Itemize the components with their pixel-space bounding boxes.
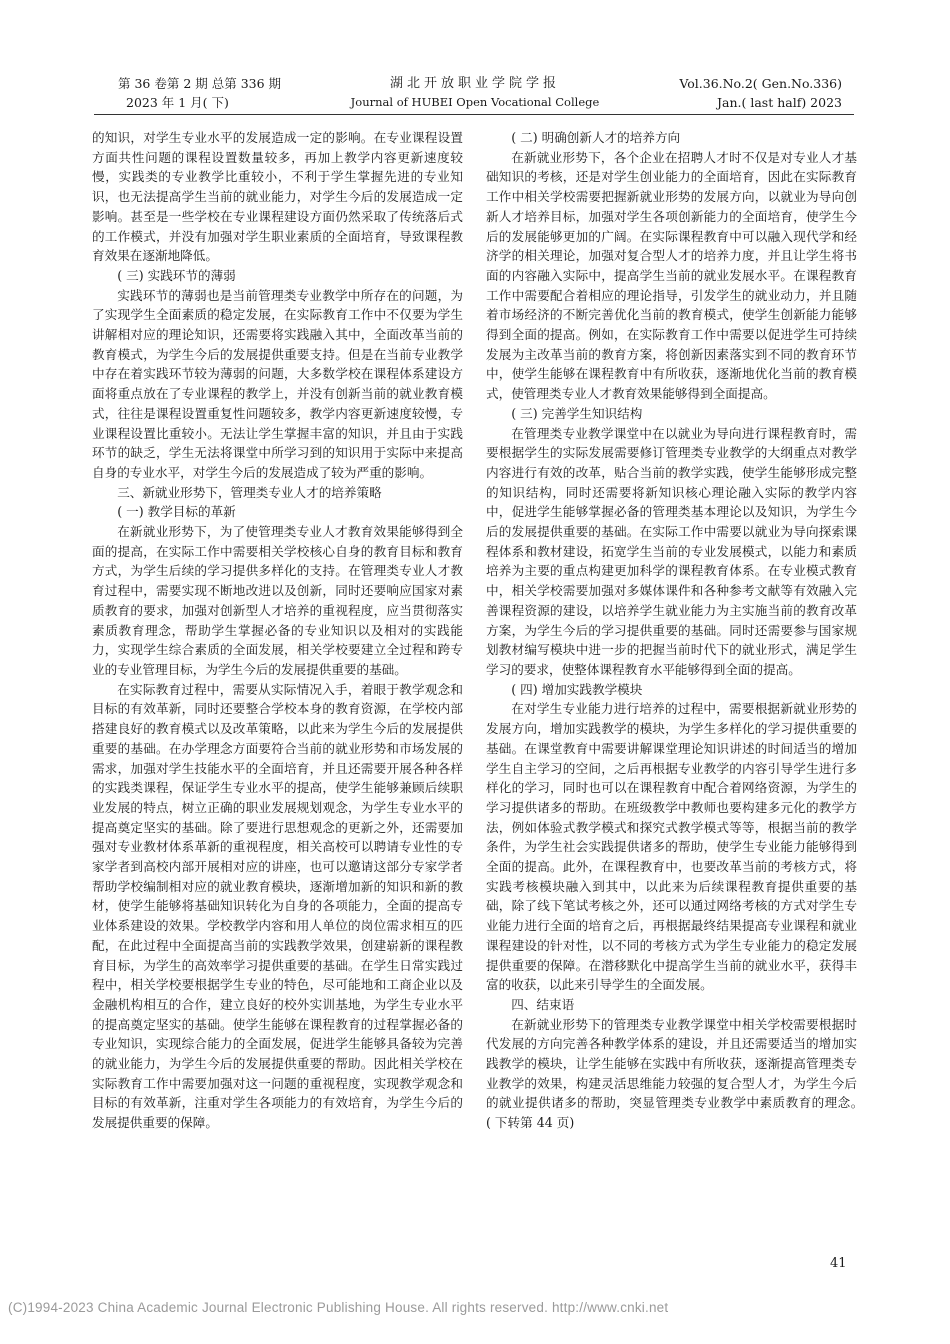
body-paragraph: 实践环节的薄弱也是当前管理类专业教学中所存在的问题，为了实现学生全面素质的稳定发展，在实际教育工作中不仅要为学生讲解相对应的理论知识，还需要将实践融入其中，全面改革当前的教育模式，为学生今后的发展提供重要支持。但是在当前专业教学中存在着实践环节较为薄弱的问题，大多数学校在课程体系建设方面将重点放在了专业课程的教学上，并没有创新当前的就业教育模式，往往是课程设置重复性问题较多，教学内容更新速度较慢，专业课程设置比重较小。无法让学生掌握丰富的知识，并且由于实践环节的缺乏，学生无法将课堂中所学习到的知识用于实际中来提高自身的专业水平，对学生今后的发展造成了较为严重的影响。 xyxy=(92,287,463,480)
left-column xyxy=(92,128,463,1133)
section-heading: ( 三) 完善学生知识结构 xyxy=(511,405,643,421)
copyright-footer: (C)1994-2023 China Academic Journal Electronic Publishing House. All rights reserved. http://www.cnki.net xyxy=(8,1300,669,1315)
header-divider xyxy=(94,114,854,115)
body-paragraph: 在新就业形势下，为了使管理类专业人才教育效果能够得到全面的提高，在实际工作中需要相关学校核心自身的教育目标和教育方式，为学生后续的学习提供多样化的支持。在管理类专业人才教育过程中，需要实现不断地改进以及创新，同时还要响应国家对素质教育的要求，加强对创新型人才培养的重视程度，应当贯彻落实素质教育理念，帮助学生掌握必备的专业知识以及相对的实践能力，实现学生综合素质的全面发展，相关学校要建立全过程和跨专业的专业管理目标，为学生今后的发展提供重要的基础。 xyxy=(92,524,463,677)
section-heading: ( 二) 明确创新人才的培养方向 xyxy=(511,130,681,145)
body-paragraph: 在对学生专业能力进行培养的过程中，需要根据新就业形势的发展方向，增加实践教学的模块，为学生多样化的学习提供重要的基础。在课堂教育中需要讲解课堂理论知识讲述的时间适当的增加学生自主学习的空间，之后再根据专业教学的内容引导学生进行多样化的学习，同时也可以在课程教育中配合着网络资源，为学生的学习提供诸多的帮助。在班级教学中教师也要构建多元化的教学方法，例如体验式教学模式和探究式教学模式等等，根据当前的教学条件，为学生社会实践提供诸多的帮助，使学生专业能力能够得到全面的提高。此外，在课程教育中，也要改革当前的考核方式，将实践考核模块融入到其中，以此来为后续课程教育提供重要的基础，除了线下笔试考核之外，还可以通过网络考核的方式对学生专业能力进行全面的培育之后，再根据最终结果提高专业课程和就业课程建设的针对性，以不同的考核方式为学生专业能力的稳定发展提供重要的保障。在潜移默化中提高学生当前的就业水平，获得丰富的收获，以此来引导学生的全面发展。 xyxy=(486,701,857,993)
body-paragraph: 在新就业形势下，各个企业在招聘人才时不仅是对专业人才基础知识的考核，还是对学生创业能力的全面培育，因此在实际教育工作中相关学校需要把握新就业形势的发展方向，以就业为导向创新人才培养目标，加强对学生各项创新能力的全面培育，使学生今后的发展能够更加的广阔。在实际课程教育中可以融入现代学和经济学的相关理论，加强对复合型人才的培养力度，并且让学生将书面的内容融入实际中，提高学生当前的就业发展水平。在课程教育工作中需要配合着相应的理论指导，引发学生的就业动力，并且随着市场经济的不断完善优化当前的教育模式，使学生创新能力能够得到全面的提高。例如，在实际教育工作中需要以促进学生可持续发展为主改革当前的教育方案，将创新因素落实到不同的教育环节中，使学生能够在课程教育中有所收获，逐渐地优化当前的教育模式，使管理类专业人才教育效果能够得到全面提高。 xyxy=(486,149,857,402)
section-heading: ( 一) 教学目标的革新 xyxy=(117,504,236,520)
right-column xyxy=(486,128,895,1133)
journal-issue-info-en xyxy=(679,74,842,112)
section-heading: ( 四) 增加实践教学模块 xyxy=(511,681,643,697)
body-paragraph: 在新就业形势下的管理类专业教学课堂中相关学校需要根据时代发展的方向完善各种教学体系的建设，并且还需要适当的增加实践教学的模块，让学生能够在实践中有所收获，逐渐提高管理类专业教学的效果，构建灵活思维能力较强的复合型人才，为学生今后的就业提供诸多的帮助，突显管理类专业教学中素质教育的理念。 ( 下转第 44 页) xyxy=(486,1016,895,1131)
issue-volume-en: Vol.36.No.2( Gen.No.336) xyxy=(679,76,842,91)
journal-title-cn: 湖北开放职业学院学报 xyxy=(389,76,560,91)
issue-date-en: Jan.( last half) 2023 xyxy=(717,95,842,110)
section-heading: 三、新就业形势下，管理类专业人才的培养策略 xyxy=(117,484,382,500)
journal-title-en: Journal of HUBEI Open Vocational College xyxy=(350,95,600,109)
section-heading: ( 三) 实践环节的薄弱 xyxy=(117,267,236,283)
page-number: 41 xyxy=(830,1256,847,1271)
body-paragraph: 在实际教育过程中，需要从实际情况入手，着眼于教学观念和目标的有效革新，同时还要整合学校本身的教育资源，在学校内部搭建良好的教育模式以及改革策略，以此来为学生今后的发展提供重要的基础。在办学理念方面要符合当前的就业形势和市场发展的需求，加强对学生技能水平的全面培育，并且还需要开展各种各样的实践类课程，保证学生专业水平的提高，使学生能够兼顾后续职业发展的特点，树立正确的职业发展规划观念，为学生专业水平的提高奠定坚实的基础。除了要进行思想观念的更新之外，还需要加强对专业教材体系革新的重视程度，相关高校可以聘请专业性的专家学者到高校内部开展相对应的讲座，也可以邀请这部分专家学者帮助学校编制相对应的就业教育模块，逐渐增加新的知识和新的教材，使学生能够将基础知识转化为自身的各项能力，全面的提高专业体系建设的效果。学校教学内容和用人单位的岗位需求相互的匹配，在此过程中全面提高当前的实践教学效果，创建崭新的课程教育目标，为学生的高效率学习提供重要的基础。在学生日常实践过程中，相关学校要根据学生专业的特色，尽可能地和工商企业以及金融机构相互的合作，建立良好的校外实训基地，为学生专业水平的提高奠定坚实的基础。使学生能够在课程教育的过程掌握必备的专业知识，实现综合能力的全面发展，促进学生能够具备较为完善的就业能力，为学生今后的发展提供重要的帮助。因此相关学校在实际教育工作中需要加强对这一问题的重视程度，实现教学观念和目标的有效革新，注重对学生各项能力的有效培育，为学生今后的发展提供重要的保障。 xyxy=(92,681,463,1131)
issue-volume: 第 36 卷第 2 期 总第 336 期 xyxy=(118,76,282,91)
section-heading: 四、结束语 xyxy=(511,996,575,1012)
issue-date: 2023 年 1 月( 下) xyxy=(126,95,229,110)
body-paragraph: 的知识，对学生专业水平的发展造成一定的影响。在专业课程设置方面共性问题的课程设置数量较多，再加上教学内容更新速度较慢，实践类的专业教学比重较小，不利于学生掌握先进的专业知识，也无法提高学生当前的就业能力，对学生今后的发展造成一定影响。甚至是一些学校在专业课程建设方面仍然采取了传统落后式的工作模式，并没有加强对学生职业素质的全面培育，导致课程教育效果在逐渐地降低。 xyxy=(92,130,463,264)
body-paragraph: 在管理类专业教学课堂中在以就业为导向进行课程教育时，需要根据学生的实际发展需要修订管理类专业教学的大纲重点对教学内容进行有效的改革，贴合当前的教学实践，使学生能够形成完整的知识结构，同时还需要将新知识核心理论融入实际的教学内容中，促进学生能够掌握必备的管理类基本理论以及知识，为学生今后的发展提供重要的基础。在实际工作中需要以就业为导向探索课程体系和教材建设，拓宽学生当前的专业发展模式，以能力和素质培养为主要的重点构建更加科学的课程教育体系。在专业模式教育中，相关学校需要加强对多媒体课件和各种参考文献等有效融入完善课程资源的建设，以培养学生就业能力为主实施当前的教育改革方案，为学生今后的学习提供重要的基础。同时还需要参与国家规划教材编写模块中进一步的把握当前时代下的就业形式，满足学生学习的要求，使整体课程教育水平能够得到全面的提高。 xyxy=(486,425,857,677)
